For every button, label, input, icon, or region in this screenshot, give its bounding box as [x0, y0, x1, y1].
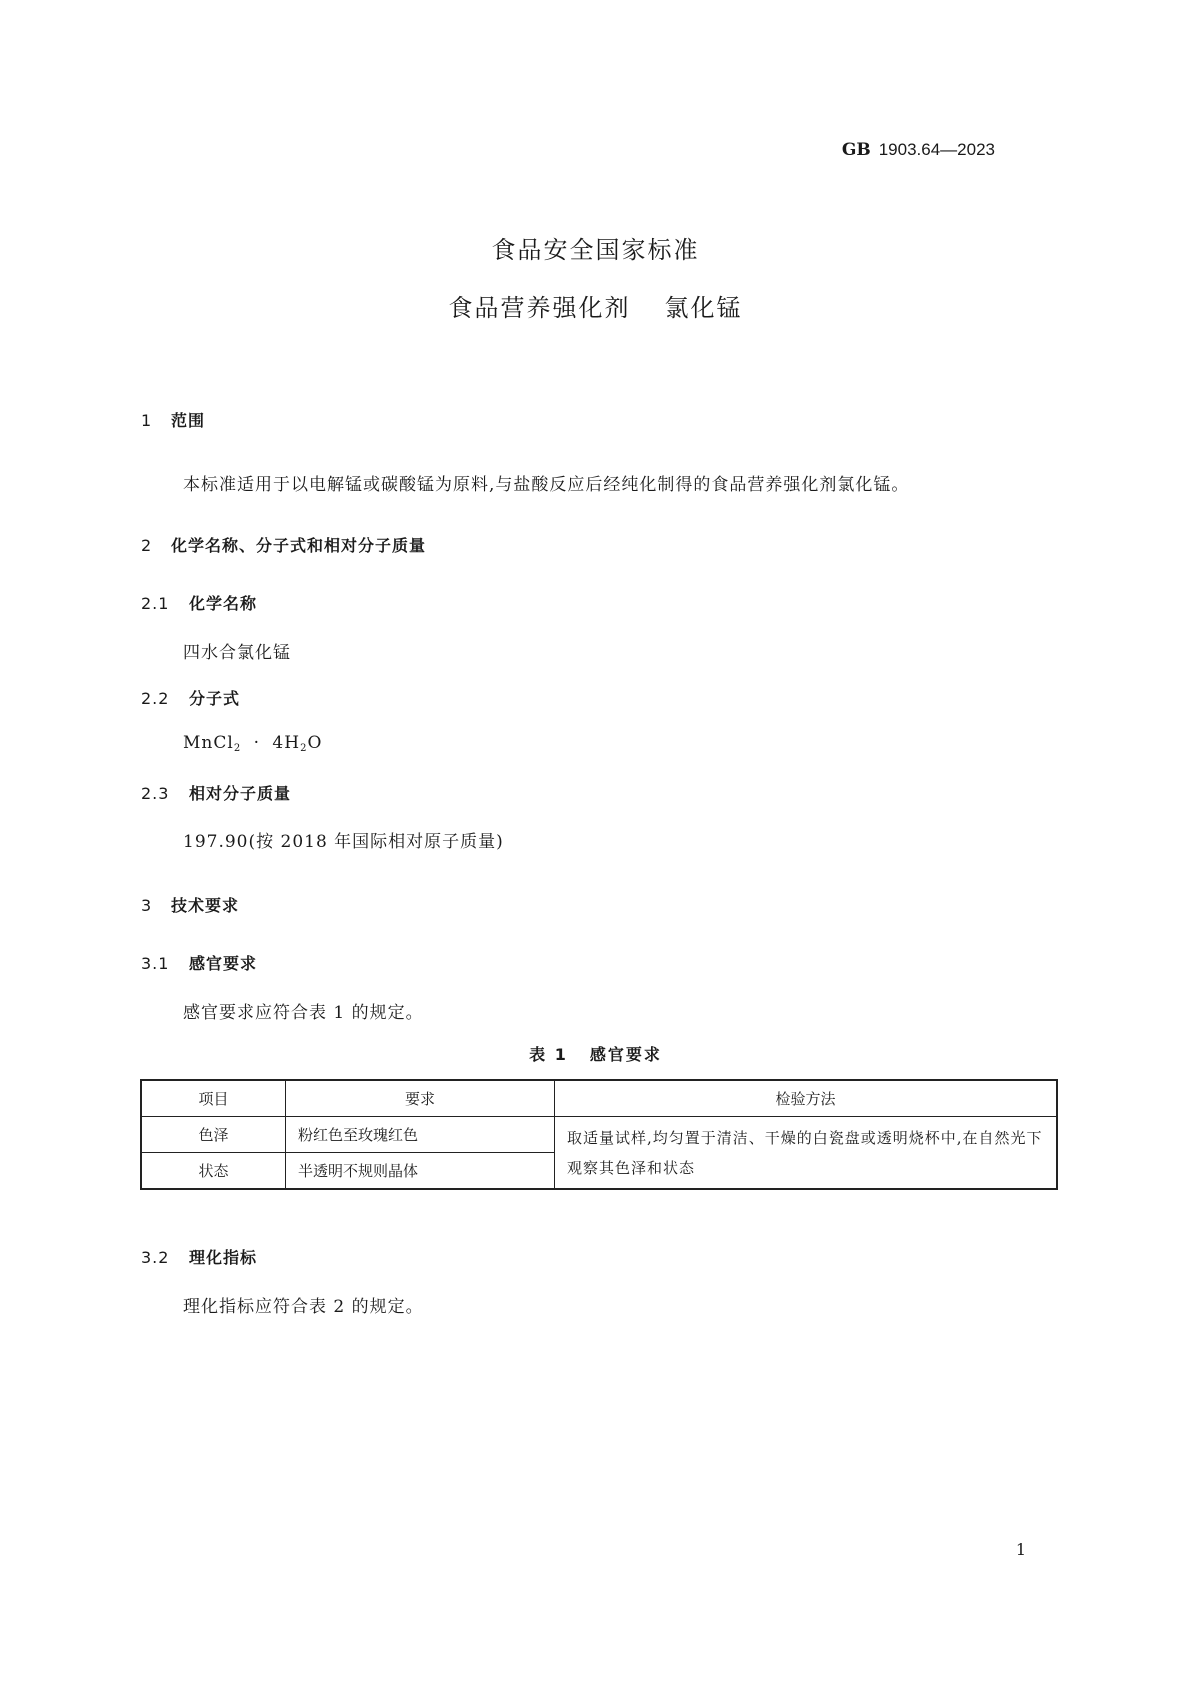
section-3-1-text: 感官要求应符合表 1 的规定。: [183, 1003, 424, 1023]
table-1: [140, 1079, 1058, 1190]
document-subtitle: [0, 288, 1191, 323]
table-header-row: [141, 1080, 1057, 1117]
section-2-3-text: 197.90(按 2018 年国际相对原子质量): [183, 832, 504, 852]
table-header-cell: 要求: [286, 1080, 555, 1117]
table-cell-method: 取适量试样,均匀置于清洁、干燥的白瓷盘或透明烧杯中,在自然光下观察其色泽和状态: [555, 1117, 1058, 1190]
subtitle-substance: 氯化锰: [664, 294, 743, 322]
standard-prefix: GB: [841, 140, 871, 160]
table-cell-item: 状态: [141, 1153, 286, 1190]
standard-code: [842, 140, 995, 160]
table-header-cell: 项目: [141, 1080, 286, 1117]
section-3-2-heading: 3.2 理化指标: [141, 1248, 258, 1267]
page-number: 1: [1015, 1540, 1026, 1559]
section-2-1-text: 四水合氯化锰: [183, 643, 291, 663]
molecular-formula: MnCl$_2$ · $4H_2O$: [183, 733, 323, 754]
section-3-heading: 3 技术要求: [141, 896, 240, 915]
section-2-1-heading: 2.1 化学名称: [141, 594, 258, 613]
section-1-text: 本标准适用于以电解锰或碳酸锰为原料,与盐酸反应后经纯化制得的食品营养强化剂氯化锰。: [183, 475, 910, 495]
section-3-2-text: 理化指标应符合表 2 的规定。: [183, 1297, 424, 1317]
section-2-heading: 2 化学名称、分子式和相对分子质量: [141, 536, 427, 555]
section-2-3-heading: 2.3 相对分子质量: [141, 784, 292, 803]
table-cell-requirement: 粉红色至玫瑰红色: [286, 1117, 555, 1153]
subtitle-category: 食品营养强化剂: [448, 294, 631, 322]
document-title: 食品安全国家标准: [491, 236, 700, 264]
table-row: [141, 1117, 1057, 1153]
standard-number: 1903.64—2023: [878, 140, 995, 159]
table-cell-item: 色泽: [141, 1117, 286, 1153]
table-cell-requirement: 半透明不规则晶体: [286, 1153, 555, 1190]
table-header-cell: 检验方法: [555, 1080, 1058, 1117]
table-1-caption: 表 1 感官要求: [529, 1045, 662, 1064]
section-3-1-heading: 3.1 感官要求: [141, 954, 258, 973]
section-2-2-heading: 2.2 分子式: [141, 689, 241, 708]
section-1-heading: 1 范围: [141, 411, 206, 430]
